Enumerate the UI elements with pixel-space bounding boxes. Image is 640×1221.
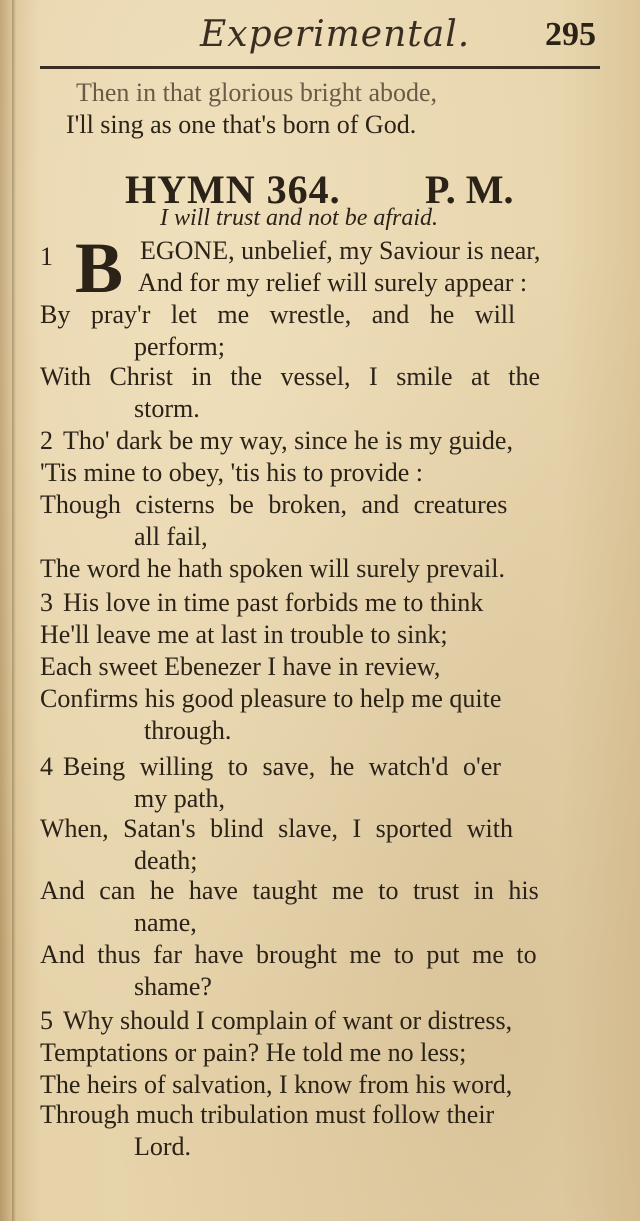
verse-2-line-3-cont: all fail, [134, 522, 208, 551]
verse-3-line-2: He'll leave me at last in trouble to sink; [40, 620, 448, 649]
verse-3-line-4: Confirms his good pleasure to help me quite [40, 684, 502, 713]
verse-5-line-4-cont: Lord. [134, 1132, 192, 1161]
verse-2-line-1 [40, 426, 513, 456]
verse-1-number: 1 [40, 242, 53, 271]
verse-4-line-1-cont: my path, [134, 784, 225, 813]
verse-4-line-2: When, Satan's blind slave, I sported with [40, 814, 513, 843]
verse-4-line-3: And can he have taught me to trust in his [40, 876, 539, 905]
verse-2-line-4: The word he hath spoken will surely prevail. [40, 554, 505, 583]
verse-1-line-3-cont: perform; [134, 332, 225, 361]
verse-2-line-1-text: Tho' dark be my way, since he is my guide, [63, 426, 513, 455]
verse-2-number: 2 [40, 426, 53, 455]
hymn-title: HYMN 364. [125, 167, 341, 212]
verse-1-line-2: And for my relief will surely appear : [138, 268, 528, 297]
verse-4-number: 4 [40, 752, 53, 781]
verse-1-line-4-cont: storm. [134, 394, 200, 423]
drop-cap: B [75, 228, 124, 308]
verse-5-line-2: Temptations or pain? He told me no less; [40, 1038, 467, 1067]
verse-4-line-2-cont: death; [134, 846, 198, 875]
carryover-line-1: Then in that glorious bright abode, [76, 78, 438, 107]
hymn-meter: P. M. [425, 167, 514, 212]
page-number: 295 [545, 16, 596, 53]
verse-4-line-4-cont: shame? [134, 972, 212, 1001]
verse-3-line-4-cont: through. [144, 716, 232, 745]
verse-1-line-3: By pray'r let me wrestle, and he will [40, 300, 516, 329]
verse-2-line-2: 'Tis mine to obey, 'tis his to provide : [40, 458, 424, 487]
verse-1-line-4: With Christ in the vessel, I smile at the [40, 362, 541, 391]
verse-3-line-1 [40, 588, 483, 618]
carryover-line-2: I'll sing as one that's born of God. [66, 110, 417, 139]
verse-2-line-3: Though cisterns be broken, and creatures [40, 490, 508, 519]
verse-4-line-4: And thus far have brought me to put me to [40, 940, 537, 969]
page-gutter-shadow [12, 0, 16, 1221]
verse-4-line-1 [40, 752, 501, 782]
header-rule [40, 66, 600, 69]
verse-3-line-3: Each sweet Ebenezer I have in review, [40, 652, 441, 681]
verse-3-number: 3 [40, 588, 53, 617]
verse-4-line-1-text: Being willing to save, he watch'd o'er [63, 752, 501, 781]
verse-5-number: 5 [40, 1006, 53, 1035]
verse-5-line-1-text: Why should I complain of want or distress, [63, 1006, 513, 1035]
verse-4-line-3-cont: name, [134, 908, 197, 937]
verse-5-line-4: Through much tribulation must follow their [40, 1100, 495, 1129]
verse-5-line-3: The heirs of salvation, I know from his word, [40, 1070, 513, 1099]
verse-5-line-1 [40, 1006, 512, 1036]
running-title: Experimental. [200, 14, 471, 55]
verse-1-line-1: EGONE, unbelief, my Saviour is near, [140, 236, 541, 265]
verse-3-line-1-text: His love in time past forbids me to think [63, 588, 484, 617]
hymn-subtitle: I will trust and not be afraid. [160, 205, 439, 231]
